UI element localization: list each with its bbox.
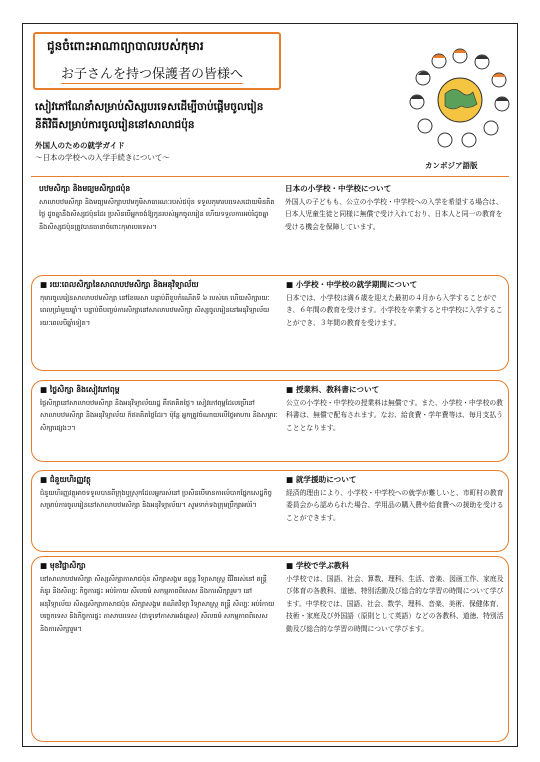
section-body-japanese: 外国人の子どもも、公立の小学校・中学校への入学を希望する場合は、日本人児童生徒と同様に無償で受け入れており、日本人と同一の教育を受ける機会を保障しています。: [285, 198, 503, 231]
section-body-khmer: ថ្លៃសិក្សានៅសាលាបឋមសិក្សា និងអនុវិទ្យាល័យរដ្ឋ គឺឥតគិតថ្លៃ។ សៀវភៅពុម្ពដែលប្រើនៅសាលាបឋមសិក្សា និងអនុវិទ្យាល័យ ក៏ឥតគិតថ្លៃដែរ។ ប៉ុន្តែ អ្នកត្រូវចំណាយលើថ្លៃអាហារ និងសម្ភារៈសិក្សាផ្សេងៗ។: [40, 399, 278, 432]
children-around-globe-icon: [407, 44, 513, 150]
section-body-khmer: ជំនួយហិរញ្ញវត្ថុអាចទទួលបានពីក្រុងឬស្រុកដែលអ្នករស់នៅ ប្រសិនបើមានការលំបាកផ្នែកសេដ្ឋកិច្ច សម្រាប់ការចូលរៀននៅសាលាបឋមសិក្សា និងអនុវិទ្យាល័យ។ សូមទាក់ទងក្រុមប្រឹក្សាអប់រំ។: [40, 489, 272, 510]
header-divider: [31, 176, 509, 177]
section-body-khmer: សាលាបឋមសិក្សា និងមធ្យមសិក្សាបឋមភូមិសាធារណៈរបស់ជប៉ុន ទទួលកុមារបរទេសដោយមិនគិតថ្លៃ ដូចគ្នានឹងសិស្សជប៉ុនដែរ ប្រសិនបើអ្នកចង់ឱ្យកូនរបស់អ្នកចូលរៀន ហើយទទួលការអប់រំដូចគ្នានឹងសិស្សជប៉ុនត្រូវបានធានាចំពោះកុមារបរទេស។: [39, 198, 275, 231]
section-school-overview: [31, 180, 509, 274]
section-title-japanese: ■ 学校で学ぶ教科: [286, 561, 349, 570]
section-title-japanese: ■ 就学援助について: [286, 475, 357, 484]
subtitle-japanese-line-2: ～日本の学校への入学手続きについて～: [35, 153, 170, 162]
section-title-japanese: ■ 授業料、教科書について: [286, 385, 380, 394]
section-title-japanese: ■ 小学校・中学校の就学期間について: [286, 280, 418, 289]
title-box: [33, 32, 281, 90]
section-enrollment-period: [31, 275, 509, 371]
subtitle-khmer-line-1: សៀវភៅណែនាំសម្រាប់សិស្សបរទេសដើម្បីចាប់ផ្តើមចូលរៀន: [35, 101, 264, 113]
section-title-khmer: ■ រយៈពេលសិក្សានៃសាលាបឋមសិក្សា និងអនុវិទ្យាល័យ: [40, 280, 199, 289]
section-body-japanese: 日本では、小学校は満６歳を迎えた最初の４月から入学することができ、６年間の教育を受けます。小学校を卒業すると中学校に入学することができ、３年間の教育を受けます。: [286, 294, 503, 327]
section-tuition-textbooks: [31, 380, 509, 462]
language-label: カンボジア語版: [425, 161, 478, 170]
section-title-khmer: ■ មុខវិជ្ជាសិក្សា: [40, 561, 86, 570]
section-financial-aid: [31, 470, 509, 552]
section-body-khmer: កុមារចូលរៀនសាលាបឋមសិក្សា នៅខែមេសា បន្ទាប់ពីខួបកំណើតទី ៦ របស់គេ ហើយសិក្សារយៈពេលប្រាំមួយឆ្នាំ។ បន្ទាប់ពីបញ្ចប់ការសិក្សានៅសាលាបឋមសិក្សា សិស្សចូលរៀននៅអនុវិទ្យាល័យ រយៈពេលបីឆ្នាំទៀត។: [40, 294, 270, 327]
title-khmer: ជូនចំពោះអាណាព្យាបាលរបស់កុមារ: [47, 39, 204, 53]
section-title-khmer: បឋមសិក្សា និងមធ្យមសិក្សាជប៉ុន: [39, 184, 131, 193]
document-page: [22, 23, 518, 747]
section-title-japanese: 日本の小学校・中学校について: [285, 184, 392, 193]
section-subjects: [31, 556, 509, 742]
section-body-japanese: 小学校では、国語、社会、算数、理科、生活、音楽、図画工作、家庭及び体育の各教科、道徳、特別活動及び総合的な学習の時間について学びます。中学校では、国語、社会、数学、理科、音楽、美術、保健体育、技術・家庭及び外国語（原則として英語）などの各教科、道徳、特別活動及び総合的な学習の時間について学びます。: [286, 575, 504, 633]
subtitle-japanese-line-1: 外国人のための就学ガイド: [35, 141, 125, 150]
section-body-japanese: 公立の小学校・中学校の授業料は無償です。また、小学校・中学校の教科書は、無償で配布されます。なお、給食費・学年費等は、毎月支払うこととなります。: [286, 399, 503, 432]
section-body-japanese: 経済的理由により、小学校・中学校への就学が難しいと、市町村の教育委員会から認められた場合、学用品の購入費や給食費への援助を受けることができます。: [286, 489, 504, 522]
section-title-khmer: ■ ថ្លៃសិក្សា និងសៀវភៅពុម្ព: [40, 385, 120, 394]
section-body-khmer: នៅសាលាបឋមសិក្សា សិស្សសិក្សាភាសាជប៉ុន សិក្សាសង្គម នព្វន្ត វិទ្យាសាស្ត្រ ជីវិតរស់នៅ តន្ត្រី គំនូរ និងសិល្បៈ កិច្ចការផ្ទះ អប់រំកាយ សីលធម៌ សកម្មភាពពិសេស និងការសិក្សារួម។ នៅអនុវិទ្យាល័យ សិស្សសិក្សាភាសាជប៉ុន សិក្សាសង្គម គណិតវិទ្យា វិទ្យាសាស្ត្រ តន្ត្រី សិល្បៈ អប់រំកាយ បច្ចេកទេស និងកិច្ចការផ្ទះ ភាសាបរទេស (ជាទូទៅភាសាអង់គ្លេស) សីលធម៌ សកម្មភាពពិសេស និងការសិក្សារួម។: [40, 575, 275, 633]
title-japanese: お子さんを持つ保護者の皆様へ: [61, 63, 243, 84]
section-title-khmer: ■ ជំនួយហិរញ្ញវត្ថុ: [40, 475, 91, 484]
subtitle-khmer-line-2: នីតិវិធីសម្រាប់ការចូលរៀននៅសាលាជប៉ុន: [35, 119, 195, 131]
